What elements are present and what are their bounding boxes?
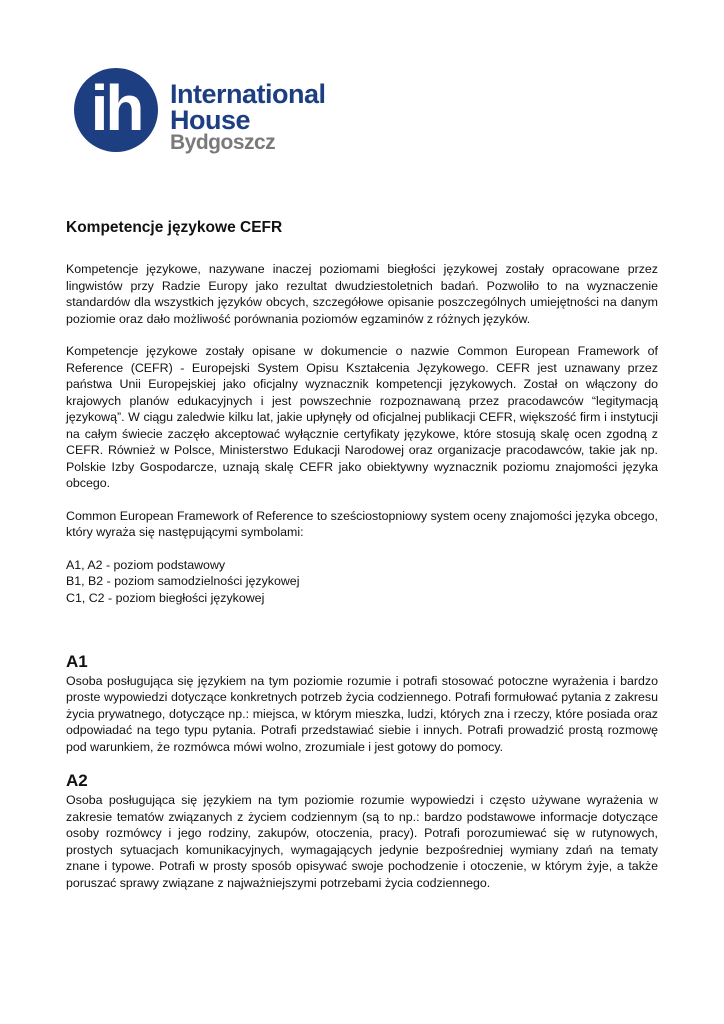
logo-monogram: ih [90, 72, 142, 144]
section-text: Osoba posługująca się językiem na tym poziomie rozumie wypowiedzi i często używane wyrażenia w zakresie tematów związanych z życiem codziennym (są to np.: bardzo podstawowe informacje dotyczące osoby rozmówcy i jego rodziny, zakupów, otoczenia, pracy). Potrafi porozumiewać się w rutynowych, prostych sytuacjach komunikacyjnych, wymagających jedynie bezpośredniej wymiany zdań na tematy znane i typowe. Potrafi w prosty sposób opisywać swoje pochodzenie i otoczenie, w którym żyje, a także poruszać sprawy związane z najważniejszymi potrzebami życia codziennego. [66, 793, 658, 890]
logo-circle-icon [74, 68, 158, 152]
section-a2 [66, 770, 658, 891]
section-heading: A2 [66, 771, 88, 791]
paragraph-levels-intro: Common European Framework of Reference to sześciostopniowy system oceny znajomości języka obcego, który wyraża się następującymi symbolami: [66, 508, 658, 539]
levels-list [66, 557, 658, 607]
section-a1 [66, 651, 658, 756]
levels-list-item: A1, A2 - poziom podstawowy [66, 557, 226, 572]
levels-list-item: B1, B2 - poziom samodzielności językowej [66, 574, 300, 589]
section-text: Osoba posługująca się językiem na tym poziomie rozumie i potrafi stosować potoczne wyrażenia i bardzo proste wypowiedzi dotyczące konkretnych potrzeb życia codziennego. Potrafi formułować pytania z zakresu życia prywatnego, dotyczące np.: miejsca, w którym mieszka, ludzi, których zna i rzeczy, które posiada oraz odpowiadać na tego typu pytania. Potrafi przedstawiać siebie i innych. Potrafi prowadzić prostą rozmowę pod warunkiem, że rozmówca mówi wolno, zrozumiale i jest gotowy do pomocy. [66, 673, 658, 754]
logo-text-city: Bydgoszcz [170, 131, 276, 154]
logo-text-house: House [170, 105, 251, 135]
document-title: Kompetencje językowe CEFR [66, 219, 283, 236]
section-heading: A1 [66, 651, 88, 671]
paragraph-cefr-description: Kompetencje językowe zostały opisane w dokumencie o nazwie Common European Framework of Reference (CEFR) - Europejski System Opisu Kształcenia Językowego. CEFR jest uznawany przez państwa Unii Europejskiej jako oficjalny wyznacznik kompetencji językowych. Został on włączony do krajowych planów edukacyjnych i jest powszechnie rozpoznawaną przez pracodawców “legitymacją językową”. W ciągu zaledwie kilku lat, jakie upłynęły od oficjalnej publikacji CEFR, większość firm i instytucji na całym świecie zaczęło akceptować wyłącznie certyfikaty językowe, które stosują skalę ocen zgodną z CEFR. Również w Polsce, Ministerstwo Edukacji Narodowej oraz organizacje pracodawców, takie jak np. Polskie Izby Gospodarcze, uznają skalę CEFR jako obiektywny wyznacznik poziomu znajomości języka obcego. [66, 344, 658, 490]
document-body [66, 214, 658, 891]
logo-text-international: International [170, 79, 326, 109]
levels-list-item: C1, C2 - poziom biegłości językowej [66, 591, 265, 606]
paragraph-intro: Kompetencje językowe, nazywane inaczej poziomami biegłości językowej zostały opracowane przez lingwistów przy Radzie Europy jako rezultat dwudziestoletnich badań. Pozwoliło to na wyznaczenie standardów dla wszystkich języków obcych, szczegółowe opisanie poszczególnych umiejętności na danym poziomie oraz dało możliwość porównania poziomów egzaminów z różnych języków. [66, 262, 658, 326]
international-house-logo [74, 68, 344, 158]
